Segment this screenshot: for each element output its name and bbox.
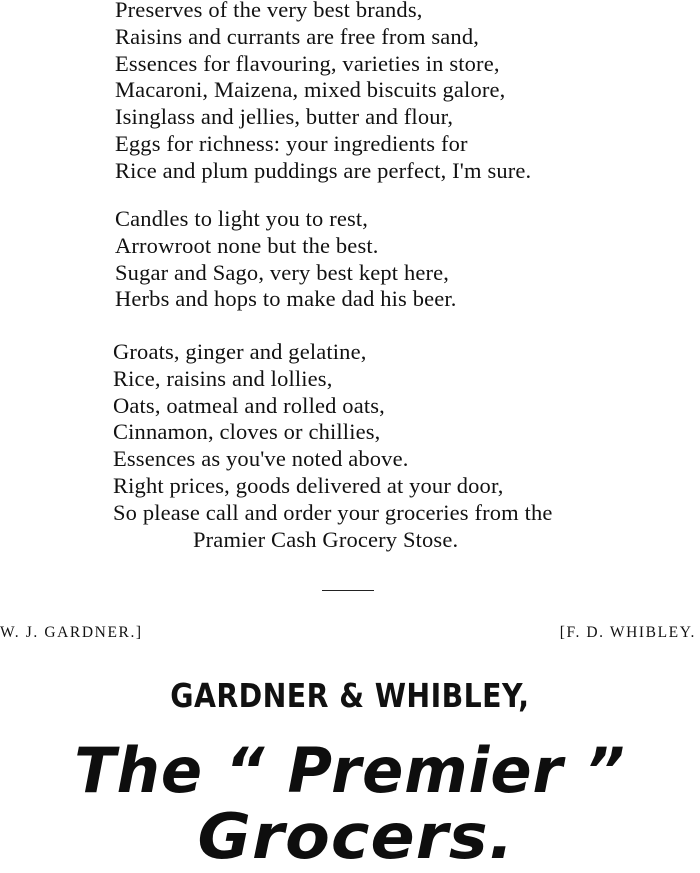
poem-line: Right prices, goods delivered at your door, xyxy=(113,472,504,498)
poem-line: Sugar and Sago, very best kept here, xyxy=(115,259,450,285)
firm-name: GARDNER & WHIBLEY, xyxy=(170,676,530,715)
poem-line: Rice, raisins and lollies, xyxy=(113,365,333,391)
divider-rule xyxy=(322,590,374,591)
poem-line: So please call and order your groceries from the xyxy=(113,499,553,525)
poem-line: Essences as you've noted above. xyxy=(113,446,409,472)
poem-line: Groats, ginger and gelatine, xyxy=(113,339,367,364)
poem-line: Herbs and hops to make dad his beer. xyxy=(115,286,457,312)
poem-line: Preserves of the very best brands, xyxy=(115,0,423,22)
slogan-line-2: Grocers. xyxy=(197,800,515,873)
poem-line: Cinnamon, cloves or chillies, xyxy=(113,419,381,445)
poem-line: Isinglass and jellies, butter and flour, xyxy=(115,104,454,130)
poem-line: Oats, oatmeal and rolled oats, xyxy=(113,392,385,418)
poem-line: Candles to light you to rest, xyxy=(115,206,369,231)
partner-right: [F. D. WHIBLEY. xyxy=(559,624,696,641)
poem-line: Rice and plum puddings are perfect, I'm sure. xyxy=(115,157,532,183)
poem-line: Macaroni, Maizena, mixed biscuits galore, xyxy=(115,77,506,103)
slogan-line-1: The “ Premier ” xyxy=(74,734,626,807)
poem-line: Eggs for richness: your ingredients for xyxy=(115,130,468,156)
stanza-1 xyxy=(115,0,531,185)
stanza-3 xyxy=(113,339,553,553)
poem-line: Raisins and currants are free from sand, xyxy=(115,23,479,49)
partner-left: W. J. GARDNER.] xyxy=(0,624,143,641)
poem-line: Pramier Cash Grocery Stose. xyxy=(193,526,459,552)
stanza-2 xyxy=(115,206,457,313)
poem-line: Arrowroot none but the best. xyxy=(115,232,379,258)
poem-line: Essences for flavouring, varieties in store, xyxy=(115,50,500,76)
